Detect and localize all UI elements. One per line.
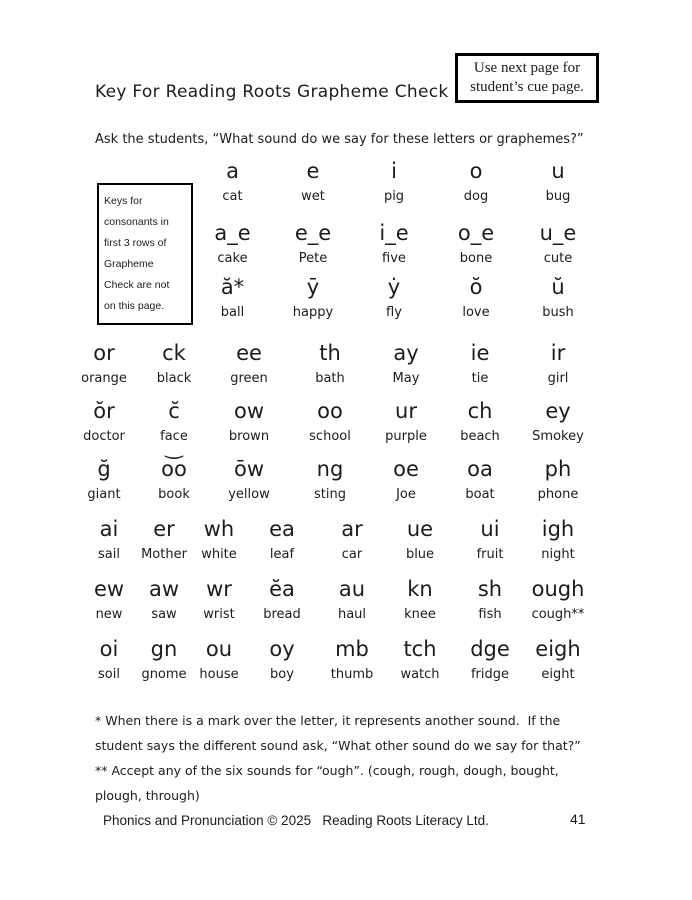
grapheme-cell — [453, 514, 527, 564]
grapheme-cell — [192, 218, 273, 268]
grapheme-cell — [442, 454, 518, 504]
grapheme-text: ou — [205, 637, 233, 661]
grapheme-text: a_e — [214, 221, 251, 245]
grapheme-text: o — [469, 159, 483, 183]
example-word: night — [541, 547, 575, 562]
grapheme-cell — [290, 338, 370, 388]
grapheme-text: ow — [233, 399, 265, 423]
example-word: black — [156, 371, 192, 386]
example-word: purple — [385, 429, 427, 444]
grapheme-text: igh — [541, 517, 575, 541]
grapheme-cell — [290, 454, 370, 504]
grapheme-text: ew — [93, 577, 125, 601]
example-word: gnome — [141, 667, 187, 682]
side-note-line: Keys for — [104, 195, 143, 207]
example-word: Pete — [298, 251, 328, 266]
grapheme-text: u_e — [539, 221, 577, 245]
grapheme-text: a — [226, 159, 239, 183]
grapheme-row — [81, 514, 589, 564]
example-word: ball — [220, 305, 245, 320]
side-note-line: on this page. — [104, 300, 165, 312]
grapheme-text: ie — [470, 341, 490, 365]
grapheme-cell — [208, 454, 290, 504]
example-word: eight — [541, 667, 575, 682]
grapheme-text: ck — [162, 341, 186, 365]
grapheme-cell — [247, 574, 317, 624]
grapheme-text: ŏ — [469, 275, 483, 299]
grapheme-text: ir — [550, 341, 566, 365]
example-word: bush — [542, 305, 574, 320]
grapheme-text: o͝o — [161, 457, 187, 481]
grapheme-cell — [517, 218, 599, 268]
grapheme-cell — [518, 338, 598, 388]
footer-copyright: Phonics and Pronunciation © 2025 Reading Roots Literacy Ltd. — [103, 813, 489, 828]
grapheme-cell — [140, 396, 208, 446]
example-word: sting — [314, 487, 346, 502]
example-word: saw — [151, 607, 177, 622]
grapheme-cell — [81, 634, 137, 684]
footnotes — [95, 708, 581, 808]
grapheme-cell — [518, 396, 598, 446]
grapheme-text: th — [319, 341, 341, 365]
example-word: car — [341, 547, 363, 562]
example-word: fish — [478, 607, 502, 622]
grapheme-text: tch — [403, 637, 437, 661]
grapheme-cell — [353, 272, 435, 322]
example-word: new — [95, 607, 123, 622]
footnote-line: * When there is a mark over the letter, it represents another sound. If the — [95, 713, 561, 728]
grapheme-cell — [191, 574, 247, 624]
grapheme-row — [68, 396, 598, 446]
example-word: leaf — [269, 547, 295, 562]
grapheme-cell — [517, 156, 599, 206]
grapheme-cell — [387, 634, 453, 684]
grapheme-text: mb — [335, 637, 369, 661]
example-word: beach — [460, 429, 500, 444]
example-word: cake — [217, 251, 248, 266]
cue-note-line: student’s cue page. — [470, 79, 584, 95]
grapheme-cell — [518, 454, 598, 504]
grapheme-row — [81, 634, 589, 684]
grapheme-text: ph — [544, 457, 572, 481]
grapheme-text: ch — [467, 399, 493, 423]
example-word: cough** — [531, 607, 585, 622]
grapheme-text: oy — [269, 637, 295, 661]
example-word: fridge — [470, 667, 510, 682]
grapheme-cell — [81, 574, 137, 624]
grapheme-cell — [370, 396, 442, 446]
grapheme-cell — [273, 272, 353, 322]
grapheme-text: c̆ — [168, 399, 180, 423]
grapheme-text: kn — [407, 577, 433, 601]
grapheme-text: ea — [269, 517, 295, 541]
grapheme-cell — [191, 514, 247, 564]
example-word: orange — [81, 371, 127, 386]
grapheme-cell — [191, 634, 247, 684]
grapheme-cell — [192, 272, 273, 322]
grapheme-cell — [353, 218, 435, 268]
example-word: May — [392, 371, 420, 386]
example-word: cat — [222, 189, 243, 204]
example-word: haul — [337, 607, 367, 622]
grapheme-text: eigh — [535, 637, 581, 661]
grapheme-cell — [435, 272, 517, 322]
grapheme-cell — [208, 338, 290, 388]
grapheme-text: aw — [148, 577, 180, 601]
grapheme-text: ẏ — [387, 275, 401, 299]
grapheme-text: ŏr — [93, 399, 115, 423]
grapheme-row — [192, 218, 599, 268]
example-word: green — [230, 371, 268, 386]
grapheme-cell — [370, 338, 442, 388]
example-word: watch — [400, 667, 440, 682]
grapheme-cell — [137, 634, 191, 684]
grapheme-row — [192, 272, 599, 322]
grapheme-cell — [140, 454, 208, 504]
grapheme-text: dge — [470, 637, 510, 661]
side-note-line: consonants in — [104, 216, 169, 228]
example-word: bug — [545, 189, 571, 204]
cue-note-box — [455, 53, 599, 103]
example-word: wrist — [203, 607, 235, 622]
example-word: bread — [263, 607, 301, 622]
grapheme-cell — [527, 574, 589, 624]
example-word: white — [201, 547, 237, 562]
grapheme-cell — [453, 574, 527, 624]
grapheme-cell — [442, 338, 518, 388]
grapheme-text: e_e — [294, 221, 332, 245]
page-number: 41 — [570, 811, 586, 827]
grapheme-cell — [517, 272, 599, 322]
example-word: soil — [98, 667, 120, 682]
example-word: face — [160, 429, 188, 444]
example-word: fruit — [476, 547, 504, 562]
grapheme-row — [68, 338, 598, 388]
grapheme-row — [68, 454, 598, 504]
example-word: five — [382, 251, 406, 266]
example-word: giant — [87, 487, 121, 502]
grapheme-text: u — [551, 159, 565, 183]
example-word: boy — [270, 667, 294, 682]
grapheme-cell — [353, 156, 435, 206]
example-word: Joe — [396, 487, 416, 502]
example-word: house — [199, 667, 239, 682]
grapheme-cell — [68, 454, 140, 504]
grapheme-cell — [81, 514, 137, 564]
grapheme-row — [192, 156, 599, 206]
grapheme-cell — [140, 338, 208, 388]
grapheme-cell — [435, 156, 517, 206]
example-word: dog — [463, 189, 489, 204]
grapheme-text: o_e — [457, 221, 495, 245]
footnote-line: ** Accept any of the six sounds for “ough”. (cough, rough, dough, bought, — [95, 763, 559, 778]
example-word: bath — [315, 371, 345, 386]
grapheme-text: sh — [477, 577, 503, 601]
side-note-line: first 3 rows of — [104, 237, 167, 249]
grapheme-text: ŭ — [551, 275, 565, 299]
grapheme-text: oe — [393, 457, 419, 481]
footnote-line: student says the different sound ask, “What other sound do we say for that?” — [95, 738, 581, 753]
example-word: Mother — [141, 547, 187, 562]
grapheme-text: ay — [393, 341, 419, 365]
grapheme-cell — [290, 396, 370, 446]
grapheme-text: ough — [531, 577, 585, 601]
grapheme-cell — [273, 156, 353, 206]
example-word: phone — [537, 487, 579, 502]
example-word: book — [158, 487, 190, 502]
grapheme-cell — [317, 514, 387, 564]
grapheme-cell — [435, 218, 517, 268]
grapheme-text: ey — [545, 399, 571, 423]
instruction-text: Ask the students, “What sound do we say for these letters or graphemes?” — [95, 132, 584, 147]
grapheme-text: ai — [99, 517, 119, 541]
grapheme-text: wh — [203, 517, 235, 541]
grapheme-cell — [247, 634, 317, 684]
grapheme-text: ar — [341, 517, 363, 541]
grapheme-text: oo — [317, 399, 343, 423]
example-word: bone — [459, 251, 493, 266]
example-word: boat — [465, 487, 495, 502]
grapheme-text: oi — [99, 637, 119, 661]
example-word: girl — [547, 371, 569, 386]
grapheme-text: ui — [480, 517, 500, 541]
grapheme-text: ȳ — [306, 275, 320, 299]
grapheme-text: gn — [150, 637, 178, 661]
grapheme-cell — [192, 156, 273, 206]
side-note-line: Grapheme — [104, 258, 154, 270]
grapheme-cell — [137, 514, 191, 564]
grapheme-cell — [273, 218, 353, 268]
grapheme-text: ur — [395, 399, 417, 423]
grapheme-cell — [247, 514, 317, 564]
example-word: sail — [98, 547, 120, 562]
grapheme-cell — [387, 514, 453, 564]
grapheme-text: ue — [406, 517, 434, 541]
example-word: love — [462, 305, 490, 320]
grapheme-text: wr — [206, 577, 232, 601]
example-word: wet — [301, 189, 325, 204]
example-word: tie — [471, 371, 489, 386]
grapheme-cell — [527, 634, 589, 684]
example-word: yellow — [228, 487, 270, 502]
grapheme-cell — [317, 574, 387, 624]
grapheme-text: er — [153, 517, 175, 541]
cue-note-line: Use next page for — [473, 60, 581, 76]
example-word: thumb — [330, 667, 374, 682]
side-note-box — [97, 183, 193, 325]
grapheme-cell — [442, 396, 518, 446]
grapheme-text: oa — [467, 457, 493, 481]
grapheme-cell — [68, 338, 140, 388]
grapheme-text: ă* — [220, 275, 245, 299]
grapheme-text: i — [391, 159, 397, 183]
grapheme-row — [81, 574, 589, 624]
grapheme-text: e — [306, 159, 320, 183]
example-word: blue — [405, 547, 435, 562]
example-word: cute — [543, 251, 573, 266]
grapheme-cell — [387, 574, 453, 624]
grapheme-cell — [137, 574, 191, 624]
grapheme-cell — [208, 396, 290, 446]
grapheme-text: or — [93, 341, 115, 365]
example-word: Smokey — [532, 429, 584, 444]
grapheme-cell — [453, 634, 527, 684]
example-word: happy — [292, 305, 334, 320]
page-title: Key For Reading Roots Grapheme Check — [95, 82, 449, 102]
example-word: pig — [383, 189, 405, 204]
side-note-line: Check are not — [104, 279, 170, 291]
grapheme-text: ğ — [97, 457, 111, 481]
grapheme-text: ee — [236, 341, 262, 365]
grapheme-cell — [68, 396, 140, 446]
example-word: doctor — [83, 429, 125, 444]
grapheme-cell — [527, 514, 589, 564]
grapheme-text: ōw — [233, 457, 265, 481]
example-word: brown — [228, 429, 270, 444]
grapheme-text: au — [338, 577, 366, 601]
example-word: knee — [404, 607, 436, 622]
example-word: school — [309, 429, 351, 444]
grapheme-text: ĕa — [269, 577, 295, 601]
grapheme-text: i_e — [379, 221, 409, 245]
example-word: fly — [386, 305, 402, 320]
grapheme-cell — [370, 454, 442, 504]
footnote-line: plough, through) — [95, 788, 200, 803]
grapheme-text: ng — [316, 457, 344, 481]
grapheme-cell — [317, 634, 387, 684]
